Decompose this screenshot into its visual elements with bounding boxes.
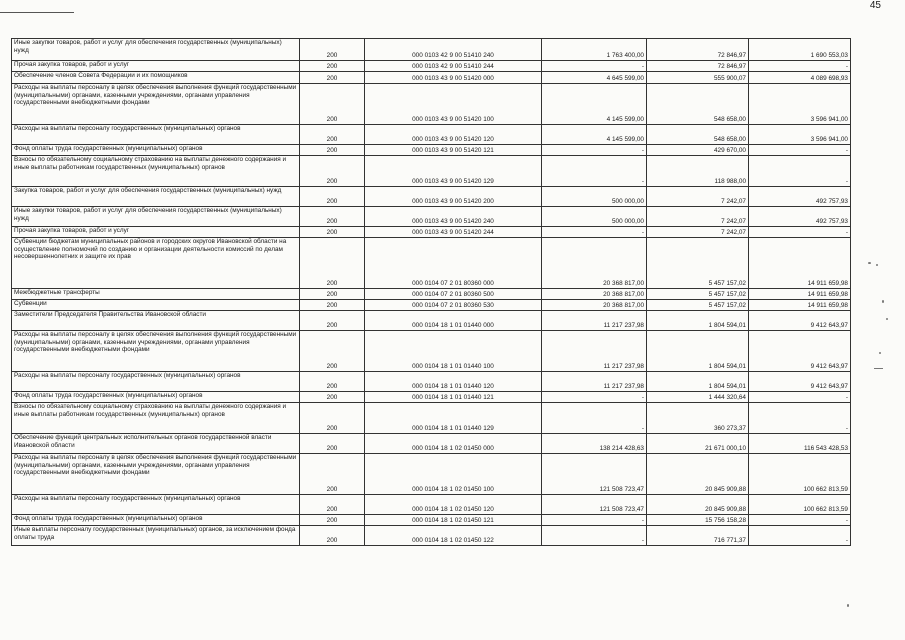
table-row: [12, 495, 851, 515]
row-unexecuted: 14 911 659,98: [749, 289, 851, 300]
row-approved: -: [542, 392, 647, 403]
row-budget-code: 000 0104 07 2 01 80360 530: [365, 300, 542, 311]
row-unexecuted: 116 543 428,53: [749, 434, 851, 454]
table-row: [12, 238, 851, 289]
row-approved: 20 368 817,00: [542, 289, 647, 300]
row-name: Расходы на выплаты персоналу государственных (муниципальных) органов: [14, 495, 241, 502]
table-row: [12, 156, 851, 187]
row-name-cell: [12, 227, 300, 238]
row-name: Субвенции бюджетам муниципальных районов и городских округов Ивановской области на осуществление полномочий по созданию и организации деятельности комиссий по делам несовершеннолетних и защите их прав: [14, 238, 287, 261]
row-name-cell: [12, 61, 300, 72]
table-row: [12, 434, 851, 454]
table-row: [12, 311, 851, 331]
row-name-cell: [12, 434, 300, 454]
row-name-cell: [12, 403, 300, 434]
row-approved: -: [542, 515, 647, 526]
row-executed: 5 457 157,02: [647, 300, 749, 311]
row-name-cell: [12, 289, 300, 300]
row-executed: 5 457 157,02: [647, 238, 749, 289]
row-executed: 548 658,00: [647, 84, 749, 125]
table-row: [12, 125, 851, 145]
row-name: Обеспечение членов Совета Федерации и их помощников: [14, 72, 188, 79]
row-executed: 7 242,07: [647, 227, 749, 238]
row-line-code: 200: [300, 84, 365, 125]
row-budget-code: 000 0103 43 9 00 51420 121: [365, 145, 542, 156]
table-row: [12, 227, 851, 238]
table-row: [12, 61, 851, 72]
row-approved: 4 145 599,00: [542, 84, 647, 125]
row-approved: 500 000,00: [542, 187, 647, 207]
row-name: Расходы на выплаты персоналу государственных (муниципальных) органов: [14, 125, 241, 132]
row-name: Закупка товаров, работ и услуг для обеспечения государственных (муниципальных) нужд: [14, 187, 282, 194]
row-budget-code: 000 0104 18 1 02 01450 000: [365, 434, 542, 454]
row-name-cell: [12, 392, 300, 403]
row-approved: 20 368 817,00: [542, 238, 647, 289]
row-budget-code: 000 0104 07 2 01 80360 500: [365, 289, 542, 300]
row-line-code: 200: [300, 238, 365, 289]
row-budget-code: 000 0104 18 1 02 01450 100: [365, 454, 542, 495]
row-line-code: 200: [300, 61, 365, 72]
row-line-code: 200: [300, 526, 365, 546]
row-line-code: 200: [300, 372, 365, 392]
row-name: Взносы по обязательному социальному страхованию на выплаты денежного содержания и иные выплаты работникам государственных (муниципальных) органов: [14, 156, 287, 171]
table-row: [12, 526, 851, 546]
row-executed: 20 845 909,88: [647, 495, 749, 515]
row-line-code: 200: [300, 39, 365, 61]
row-approved: -: [542, 145, 647, 156]
row-line-code: 200: [300, 145, 365, 156]
row-unexecuted: 14 911 659,98: [749, 238, 851, 289]
row-name-cell: [12, 187, 300, 207]
row-executed: 7 242,07: [647, 187, 749, 207]
row-executed: 21 671 000,10: [647, 434, 749, 454]
row-unexecuted: -: [749, 526, 851, 546]
row-executed: 20 845 909,88: [647, 454, 749, 495]
row-executed: 72 846,97: [647, 61, 749, 72]
row-name-cell: [12, 311, 300, 331]
row-name: Межбюджетные трансферты: [14, 289, 100, 296]
row-name-cell: [12, 331, 300, 372]
row-approved: 11 217 237,98: [542, 311, 647, 331]
row-approved: 138 214 428,63: [542, 434, 647, 454]
row-line-code: 200: [300, 434, 365, 454]
row-name-cell: [12, 495, 300, 515]
row-executed: 1 804 594,01: [647, 311, 749, 331]
table-row: [12, 403, 851, 434]
row-name: Расходы на выплаты персоналу в целях обеспечения выполнения функций государственными (муниципальными) органами, казенными учреждениями, органами управления государственными внебюджетными фондами: [14, 331, 297, 354]
row-name-cell: [12, 238, 300, 289]
row-name-cell: [12, 515, 300, 526]
row-unexecuted: -: [749, 156, 851, 187]
row-approved: -: [542, 156, 647, 187]
row-name: Иные выплаты персоналу государственных (муниципальных) органов, за исключением фонда оплаты труда: [14, 526, 296, 541]
row-executed: 1 444 320,64: [647, 392, 749, 403]
row-executed: 716 771,37: [647, 526, 749, 546]
table-row: [12, 331, 851, 372]
row-line-code: 200: [300, 331, 365, 372]
row-name: Взносы по обязательному социальному страхованию на выплаты денежного содержания и иные выплаты работникам государственных (муниципальных) органов: [14, 403, 287, 418]
row-line-code: 200: [300, 403, 365, 434]
row-executed: 72 846,97: [647, 39, 749, 61]
row-name: Прочая закупка товаров, работ и услуг: [14, 227, 130, 234]
row-budget-code: 000 0104 18 1 02 01450 121: [365, 515, 542, 526]
row-unexecuted: -: [749, 515, 851, 526]
row-name-cell: [12, 39, 300, 61]
table-row: [12, 289, 851, 300]
row-unexecuted: 9 412 643,97: [749, 331, 851, 372]
row-unexecuted: 100 662 813,59: [749, 454, 851, 495]
row-budget-code: 000 0104 18 1 01 01440 121: [365, 392, 542, 403]
row-line-code: 200: [300, 515, 365, 526]
row-budget-code: 000 0103 43 9 00 51420 240: [365, 207, 542, 227]
row-name: Заместители Председателя Правительства Ивановской области: [14, 311, 206, 318]
table-row: [12, 372, 851, 392]
row-name: Субвенции: [14, 300, 47, 307]
row-name-cell: [12, 84, 300, 125]
row-budget-code: 000 0103 42 9 00 51410 240: [365, 39, 542, 61]
row-line-code: 200: [300, 454, 365, 495]
row-approved: 11 217 237,98: [542, 331, 647, 372]
row-name-cell: [12, 300, 300, 311]
row-approved: 121 508 723,47: [542, 495, 647, 515]
row-unexecuted: 1 690 553,03: [749, 39, 851, 61]
row-executed: 429 670,00: [647, 145, 749, 156]
row-unexecuted: 100 662 813,59: [749, 495, 851, 515]
row-approved: 20 368 817,00: [542, 300, 647, 311]
table-row: [12, 300, 851, 311]
row-unexecuted: -: [749, 61, 851, 72]
row-budget-code: 000 0104 18 1 01 01440 120: [365, 372, 542, 392]
row-line-code: 200: [300, 300, 365, 311]
row-unexecuted: 3 596 941,00: [749, 84, 851, 125]
row-unexecuted: 4 089 698,93: [749, 72, 851, 84]
row-executed: 555 900,07: [647, 72, 749, 84]
row-executed: 548 658,00: [647, 125, 749, 145]
row-executed: 15 756 158,28: [647, 515, 749, 526]
row-line-code: 200: [300, 156, 365, 187]
row-unexecuted: 9 412 643,97: [749, 372, 851, 392]
row-name-cell: [12, 372, 300, 392]
row-unexecuted: 492 757,93: [749, 207, 851, 227]
row-line-code: 200: [300, 72, 365, 84]
row-name: Фонд оплаты труда государственных (муниципальных) органов: [14, 145, 203, 152]
row-unexecuted: 14 911 659,98: [749, 300, 851, 311]
row-budget-code: 000 0103 43 9 00 51420 200: [365, 187, 542, 207]
row-name-cell: [12, 145, 300, 156]
row-executed: 7 242,07: [647, 207, 749, 227]
row-budget-code: 000 0103 43 9 00 51420 000: [365, 72, 542, 84]
row-approved: 11 217 237,98: [542, 372, 647, 392]
row-budget-code: 000 0103 43 9 00 51420 129: [365, 156, 542, 187]
table-row: [12, 392, 851, 403]
row-name: Иные закупки товаров, работ и услуг для обеспечения государственных (муниципальных) нужд: [14, 207, 282, 222]
row-approved: -: [542, 227, 647, 238]
table-row: [12, 84, 851, 125]
row-line-code: 200: [300, 495, 365, 515]
row-line-code: 200: [300, 207, 365, 227]
row-budget-code: 000 0104 18 1 01 01440 129: [365, 403, 542, 434]
table-row: [12, 454, 851, 495]
row-name: Прочая закупка товаров, работ и услуг: [14, 61, 130, 68]
row-unexecuted: -: [749, 145, 851, 156]
row-line-code: 200: [300, 125, 365, 145]
header-rule: [0, 12, 74, 13]
budget-execution-table: [11, 38, 851, 546]
row-unexecuted: 492 757,93: [749, 187, 851, 207]
row-unexecuted: -: [749, 403, 851, 434]
row-line-code: 200: [300, 227, 365, 238]
row-name: Расходы на выплаты персоналу в целях обеспечения выполнения функций государственными (муниципальными) органами, казенными учреждениями, органами управления государственными внебюджетными фондами: [14, 84, 297, 107]
row-name: Обеспечение функций центральных исполнительных органов государственной власти Ивановской области: [14, 434, 272, 449]
row-unexecuted: -: [749, 227, 851, 238]
table-row: [12, 72, 851, 84]
row-budget-code: 000 0104 18 1 01 01440 100: [365, 331, 542, 372]
row-budget-code: 000 0103 43 9 00 51420 244: [365, 227, 542, 238]
row-executed: 360 273,37: [647, 403, 749, 434]
row-executed: 1 804 594,01: [647, 372, 749, 392]
row-approved: 4 645 599,00: [542, 72, 647, 84]
row-approved: 121 508 723,47: [542, 454, 647, 495]
row-name-cell: [12, 526, 300, 546]
table-row: [12, 39, 851, 61]
row-approved: -: [542, 403, 647, 434]
row-unexecuted: 3 596 941,00: [749, 125, 851, 145]
row-name-cell: [12, 72, 300, 84]
row-budget-code: 000 0103 43 9 00 51420 100: [365, 84, 542, 125]
row-approved: 500 000,00: [542, 207, 647, 227]
row-unexecuted: 9 412 643,97: [749, 311, 851, 331]
row-executed: 118 988,00: [647, 156, 749, 187]
row-budget-code: 000 0104 18 1 02 01450 120: [365, 495, 542, 515]
row-approved: 1 763 400,00: [542, 39, 647, 61]
row-line-code: 200: [300, 289, 365, 300]
page-number: 45: [869, 0, 881, 11]
row-name: Фонд оплаты труда государственных (муниципальных) органов: [14, 515, 203, 522]
table-row: [12, 515, 851, 526]
row-name-cell: [12, 207, 300, 227]
row-line-code: 200: [300, 392, 365, 403]
row-executed: 5 457 157,02: [647, 289, 749, 300]
row-name-cell: [12, 125, 300, 145]
row-budget-code: 000 0103 42 9 00 51410 244: [365, 61, 542, 72]
row-name: Иные закупки товаров, работ и услуг для обеспечения государственных (муниципальных) нужд: [14, 39, 282, 54]
row-name: Расходы на выплаты персоналу государственных (муниципальных) органов: [14, 372, 241, 379]
table-row: [12, 207, 851, 227]
row-line-code: 200: [300, 187, 365, 207]
row-name-cell: [12, 156, 300, 187]
row-executed: 1 804 594,01: [647, 331, 749, 372]
row-name-cell: [12, 454, 300, 495]
row-approved: -: [542, 526, 647, 546]
row-name: Расходы на выплаты персоналу в целях обеспечения выполнения функций государственными (муниципальными) органами, казенными учреждениями, органами управления государственными внебюджетными фондами: [14, 454, 297, 477]
row-budget-code: 000 0103 43 9 00 51420 120: [365, 125, 542, 145]
row-approved: -: [542, 61, 647, 72]
row-budget-code: 000 0104 07 2 01 80360 000: [365, 238, 542, 289]
row-line-code: 200: [300, 311, 365, 331]
row-name: Фонд оплаты труда государственных (муниципальных) органов: [14, 392, 203, 399]
row-approved: 4 145 599,00: [542, 125, 647, 145]
row-budget-code: 000 0104 18 1 01 01440 000: [365, 311, 542, 331]
row-budget-code: 000 0104 18 1 02 01450 122: [365, 526, 542, 546]
table-row: [12, 145, 851, 156]
row-unexecuted: -: [749, 392, 851, 403]
table-row: [12, 187, 851, 207]
